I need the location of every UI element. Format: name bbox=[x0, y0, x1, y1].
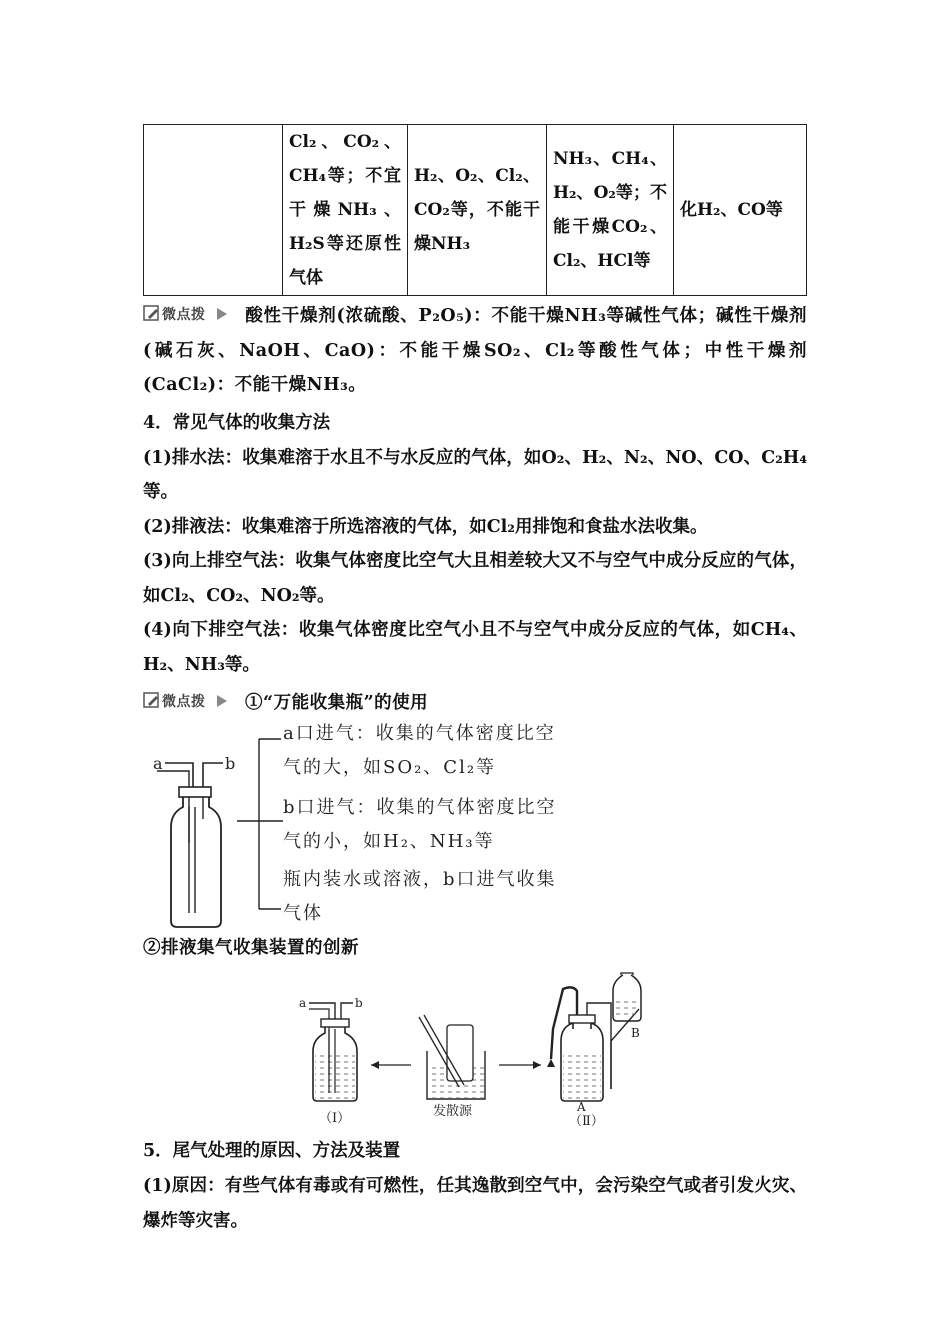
apparatus-II bbox=[547, 973, 641, 1129]
bottle-note-6: 气体 bbox=[283, 902, 323, 924]
section4-item-1: (1)排水法：收集难溶于水且不与水反应的气体，如O₂、H₂、N₂、NO、CO、C₂H₄等。 bbox=[143, 447, 807, 502]
bottle-note-4: 气的小，如H₂、NH₃等 bbox=[283, 830, 495, 852]
caption-II: （Ⅱ） bbox=[569, 1114, 604, 1129]
table-cell-type bbox=[144, 125, 283, 296]
tip-badge bbox=[143, 691, 231, 711]
tip1-text: 酸性干燥剂(浓硫酸、P₂O₅)：不能干燥NH₃等碱性气体；碱性干燥剂(碱石灰、NaOH、CaO)：不能干燥SO₂、Cl₂等酸性气体；中性干燥剂(CaCl₂)：不能干燥NH₃。 bbox=[143, 306, 807, 395]
section5-title: 5．尾气处理的原因、方法及装置 bbox=[143, 1141, 401, 1161]
bottle-note-2: 气的大，如SO₂、Cl₂等 bbox=[283, 756, 497, 778]
page-content bbox=[143, 124, 807, 1238]
caption-I: （Ⅰ） bbox=[319, 1111, 351, 1126]
caption-B: B bbox=[631, 1026, 640, 1040]
tip-badge bbox=[143, 304, 231, 324]
label-a: a bbox=[299, 996, 307, 1010]
source-apparatus bbox=[419, 1015, 485, 1119]
tip3-title: ②排液集气收集装置的创新 bbox=[143, 937, 359, 958]
table-row bbox=[144, 125, 807, 296]
tip-label: 微点拨 bbox=[162, 694, 206, 710]
pencil-icon bbox=[143, 691, 231, 711]
bottle-note-5: 瓶内装水或溶液，b口进气收集 bbox=[283, 868, 557, 890]
label-b: b bbox=[355, 996, 363, 1010]
table-cell-neutral: H₂、O₂、Cl₂、CO₂等，不能干燥NH₃ bbox=[408, 125, 547, 296]
section4-title: 4．常见气体的收集方法 bbox=[143, 412, 331, 433]
label-b: b bbox=[225, 753, 236, 773]
universal-bottle-figure bbox=[143, 723, 807, 929]
pencil-icon bbox=[143, 304, 231, 324]
section4-item-4: (4)向下排空气法：收集气体密度比空气小且不与空气中成分反应的气体，如CH₄、H₂、NH₃等。 bbox=[143, 620, 807, 675]
tip2-title: ①“万能收集瓶”的使用 bbox=[245, 693, 429, 713]
table-cell-acid: Cl₂、CO₂、CH₄等；不宜干燥NH₃、H₂S等还原性气体 bbox=[283, 125, 408, 296]
tip-label: 微点拨 bbox=[162, 307, 206, 323]
tip2-line bbox=[143, 686, 807, 721]
bottle-note-1: a口进气：收集的气体密度比空 bbox=[283, 722, 556, 744]
caption-source: 发散源 bbox=[433, 1104, 473, 1119]
table-cell-special: 化H₂、CO等 bbox=[674, 125, 807, 296]
apparatus-I bbox=[299, 996, 363, 1126]
apparatus-diagram bbox=[143, 969, 807, 1129]
tip-paragraph-dryers bbox=[143, 299, 807, 403]
dryer-table bbox=[143, 124, 807, 296]
section4-item-2: (2)排液法：收集难溶于所选溶液的气体，如Cl₂用排饱和食盐水法收集。 bbox=[143, 516, 708, 537]
liquid-collection-figure bbox=[143, 969, 807, 1129]
table-cell-base: NH₃、CH₄、H₂、O₂等；不能干燥CO₂、Cl₂、HCl等 bbox=[547, 125, 674, 296]
section5-item-1: (1)原因：有些气体有毒或有可燃性，任其逸散到空气中，会污染空气或者引发火灾、爆炸等灾害。 bbox=[143, 1176, 807, 1231]
bottle-note-3: b口进气：收集的气体密度比空 bbox=[283, 796, 557, 818]
label-a: a bbox=[153, 753, 163, 773]
caption-A: A bbox=[577, 1100, 586, 1114]
section4-item-3: (3)向上排空气法：收集气体密度比空气大且相差较大又不与空气中成分反应的气体，如Cl₂、CO₂、NO₂等。 bbox=[143, 551, 807, 606]
